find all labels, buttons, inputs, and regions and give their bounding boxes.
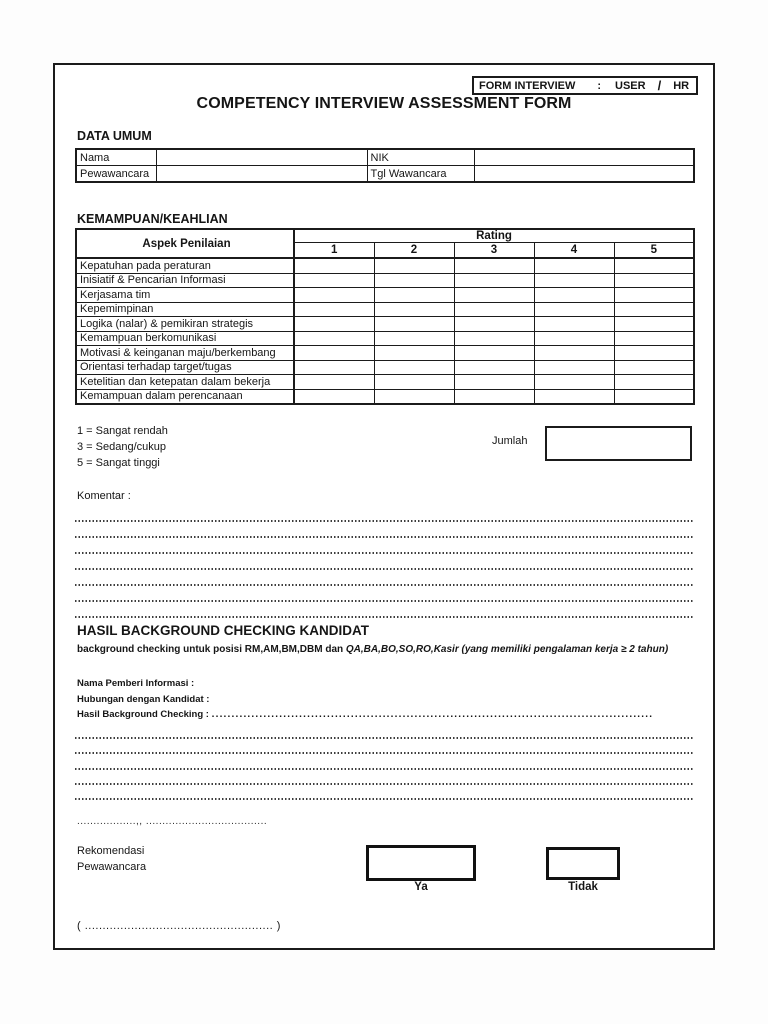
komentar-label: Komentar : [77, 490, 131, 502]
table-row [76, 389, 694, 404]
rating-cell[interactable] [534, 360, 614, 375]
table-row [76, 375, 694, 390]
rating-cell[interactable] [614, 258, 694, 273]
rekomendasi-pewawancara-label [77, 843, 146, 875]
table-row [76, 258, 694, 273]
rating-cell[interactable] [534, 302, 614, 317]
table-row [76, 273, 694, 288]
field-value-pewawancara[interactable] [156, 166, 367, 183]
rating-cell[interactable] [374, 302, 454, 317]
form-type-colon: : [597, 79, 602, 92]
background-checking-heading: HASIL BACKGROUND CHECKING KANDIDAT [77, 623, 369, 638]
rating-cell[interactable] [454, 317, 534, 332]
rating-cell[interactable] [294, 389, 374, 404]
field-value-nik[interactable] [474, 149, 694, 166]
rating-scale-5: 5 [614, 243, 694, 259]
rating-cell[interactable] [534, 346, 614, 361]
field-label-pewawancara: Pewawancara [76, 166, 156, 183]
background-checking-line[interactable] [75, 783, 693, 785]
comment-line[interactable] [75, 616, 693, 618]
form-type-separator: / [657, 78, 662, 93]
rating-cell[interactable] [454, 331, 534, 346]
document-page [53, 63, 715, 950]
kemampuan-heading: KEMAMPUAN/KEAHLIAN [77, 212, 228, 226]
rating-cell[interactable] [454, 273, 534, 288]
rating-cell[interactable] [534, 331, 614, 346]
background-checking-line[interactable] [75, 768, 693, 770]
table-row [76, 317, 694, 332]
legend-item: 1 = Sangat rendah [77, 425, 168, 437]
aspek-label: Orientasi terhadap target/tugas [76, 360, 294, 375]
rating-cell[interactable] [294, 346, 374, 361]
table-row [76, 302, 694, 317]
table-row [76, 166, 694, 183]
hubungan-dengan-kandidat-label: Hubungan dengan Kandidat : [77, 694, 210, 705]
rating-cell[interactable] [374, 288, 454, 303]
rating-cell[interactable] [614, 375, 694, 390]
rating-scale-1: 1 [294, 243, 374, 259]
aspek-label: Ketelitian dan ketepatan dalam bekerja [76, 375, 294, 390]
table-header-row [76, 229, 694, 243]
subtitle-italic: QA,BA,BO,SO,RO,Kasir (yang memiliki pengalaman kerja ≥ 2 tahun) [345, 644, 669, 655]
data-umum-table [75, 148, 695, 183]
rating-cell[interactable] [294, 258, 374, 273]
form-type-option-hr: HR [673, 79, 690, 92]
form-type-box [472, 76, 698, 95]
rating-cell[interactable] [454, 302, 534, 317]
rating-cell[interactable] [454, 288, 534, 303]
jumlah-total-box[interactable] [545, 426, 692, 461]
background-checking-line[interactable] [75, 752, 693, 754]
aspek-label: Kemampuan dalam perencanaan [76, 389, 294, 404]
comment-line[interactable] [75, 568, 693, 570]
aspek-label: Kerjasama tim [76, 288, 294, 303]
rating-cell[interactable] [294, 273, 374, 288]
rating-cell[interactable] [614, 288, 694, 303]
rating-cell[interactable] [374, 389, 454, 404]
legend-item: 5 = Sangat tinggi [77, 457, 160, 469]
rating-cell[interactable] [614, 389, 694, 404]
rating-scale-4: 4 [534, 243, 614, 259]
no-checkbox[interactable] [546, 847, 620, 880]
aspek-label: Motivasi & keinganan maju/berkembang [76, 346, 294, 361]
rating-cell[interactable] [534, 258, 614, 273]
aspek-label: Kepatuhan pada peraturan [76, 258, 294, 273]
field-label-nama: Nama [76, 149, 156, 166]
rating-table [75, 228, 695, 405]
rating-cell[interactable] [534, 375, 614, 390]
data-umum-heading: DATA UMUM [77, 129, 152, 143]
rating-cell[interactable] [294, 317, 374, 332]
subtitle-regular: background checking untuk posisi RM,AM,BM,DBM dan [77, 644, 346, 655]
rating-cell[interactable] [454, 360, 534, 375]
aspek-label: Inisiatif & Pencarian Informasi [76, 273, 294, 288]
rating-cell[interactable] [614, 331, 694, 346]
rating-cell[interactable] [374, 273, 454, 288]
background-checking-subtitle [77, 644, 668, 655]
comment-line[interactable] [75, 584, 693, 586]
rating-cell[interactable] [614, 302, 694, 317]
field-value-tgl-wawancara[interactable] [474, 166, 694, 183]
rating-cell[interactable] [454, 375, 534, 390]
field-value-nama[interactable] [156, 149, 367, 166]
rating-cell[interactable] [374, 346, 454, 361]
field-label-tgl-wawancara: Tgl Wawancara [367, 166, 474, 183]
nama-pemberi-informasi-label: Nama Pemberi Informasi : [77, 678, 195, 689]
rating-cell[interactable] [534, 288, 614, 303]
comment-line[interactable] [75, 536, 693, 538]
rating-scale-2: 2 [374, 243, 454, 259]
no-label: Tidak [568, 881, 598, 893]
pewawancara-label: Pewawancara [77, 861, 147, 873]
jumlah-label: Jumlah [492, 435, 528, 447]
field-label-nik: NIK [367, 149, 474, 166]
rating-scale-3: 3 [454, 243, 534, 259]
rating-cell[interactable] [294, 288, 374, 303]
page-title: COMPETENCY INTERVIEW ASSESSMENT FORM [196, 95, 572, 112]
rating-cell[interactable] [454, 346, 534, 361]
rating-cell[interactable] [614, 273, 694, 288]
hasil-dotted-area[interactable]: ............................................................................................................... [211, 709, 654, 720]
rating-cell[interactable] [294, 302, 374, 317]
place-date-line[interactable]: ..................,, ..................................... [77, 816, 268, 827]
hasil-background-checking-line [77, 709, 653, 720]
rating-cell[interactable] [294, 331, 374, 346]
aspek-label: Kepemimpinan [76, 302, 294, 317]
background-checking-line[interactable] [75, 737, 693, 739]
rating-cell[interactable] [374, 375, 454, 390]
comment-line[interactable] [75, 552, 693, 554]
aspek-label: Logika (nalar) & pemikiran strategis [76, 317, 294, 332]
rating-header: Rating [294, 229, 694, 243]
table-row [76, 288, 694, 303]
rating-cell[interactable] [614, 317, 694, 332]
rating-cell[interactable] [614, 360, 694, 375]
rating-cell[interactable] [534, 317, 614, 332]
rating-cell[interactable] [534, 389, 614, 404]
rating-cell[interactable] [534, 273, 614, 288]
form-type-label: FORM INTERVIEW [479, 79, 576, 92]
comment-line[interactable] [75, 600, 693, 602]
rating-cell[interactable] [374, 360, 454, 375]
rating-cell[interactable] [294, 375, 374, 390]
hasil-background-checking-label: Hasil Background Checking : [77, 709, 209, 720]
rating-cell[interactable] [614, 346, 694, 361]
rating-cell[interactable] [294, 360, 374, 375]
table-row [76, 346, 694, 361]
comment-line[interactable] [75, 520, 693, 522]
yes-checkbox[interactable] [366, 845, 476, 881]
table-row [76, 149, 694, 166]
rekomendasi-label: Rekomendasi [77, 845, 145, 857]
aspek-penilaian-header: Aspek Penilaian [76, 229, 294, 258]
aspek-label: Kemampuan berkomunikasi [76, 331, 294, 346]
rating-cell[interactable] [454, 389, 534, 404]
rating-legend [77, 423, 168, 471]
table-row [76, 331, 694, 346]
form-type-option-user: USER [615, 79, 646, 92]
table-row [76, 360, 694, 375]
background-checking-line[interactable] [75, 798, 693, 800]
rating-cell[interactable] [374, 331, 454, 346]
rating-cell[interactable] [454, 258, 534, 273]
rating-cell[interactable] [374, 258, 454, 273]
legend-item: 3 = Sedang/cukup [77, 441, 166, 453]
signature-line[interactable]: ( ..................................................... ) [77, 920, 281, 932]
rating-cell[interactable] [374, 317, 454, 332]
yes-label: Ya [414, 881, 428, 893]
